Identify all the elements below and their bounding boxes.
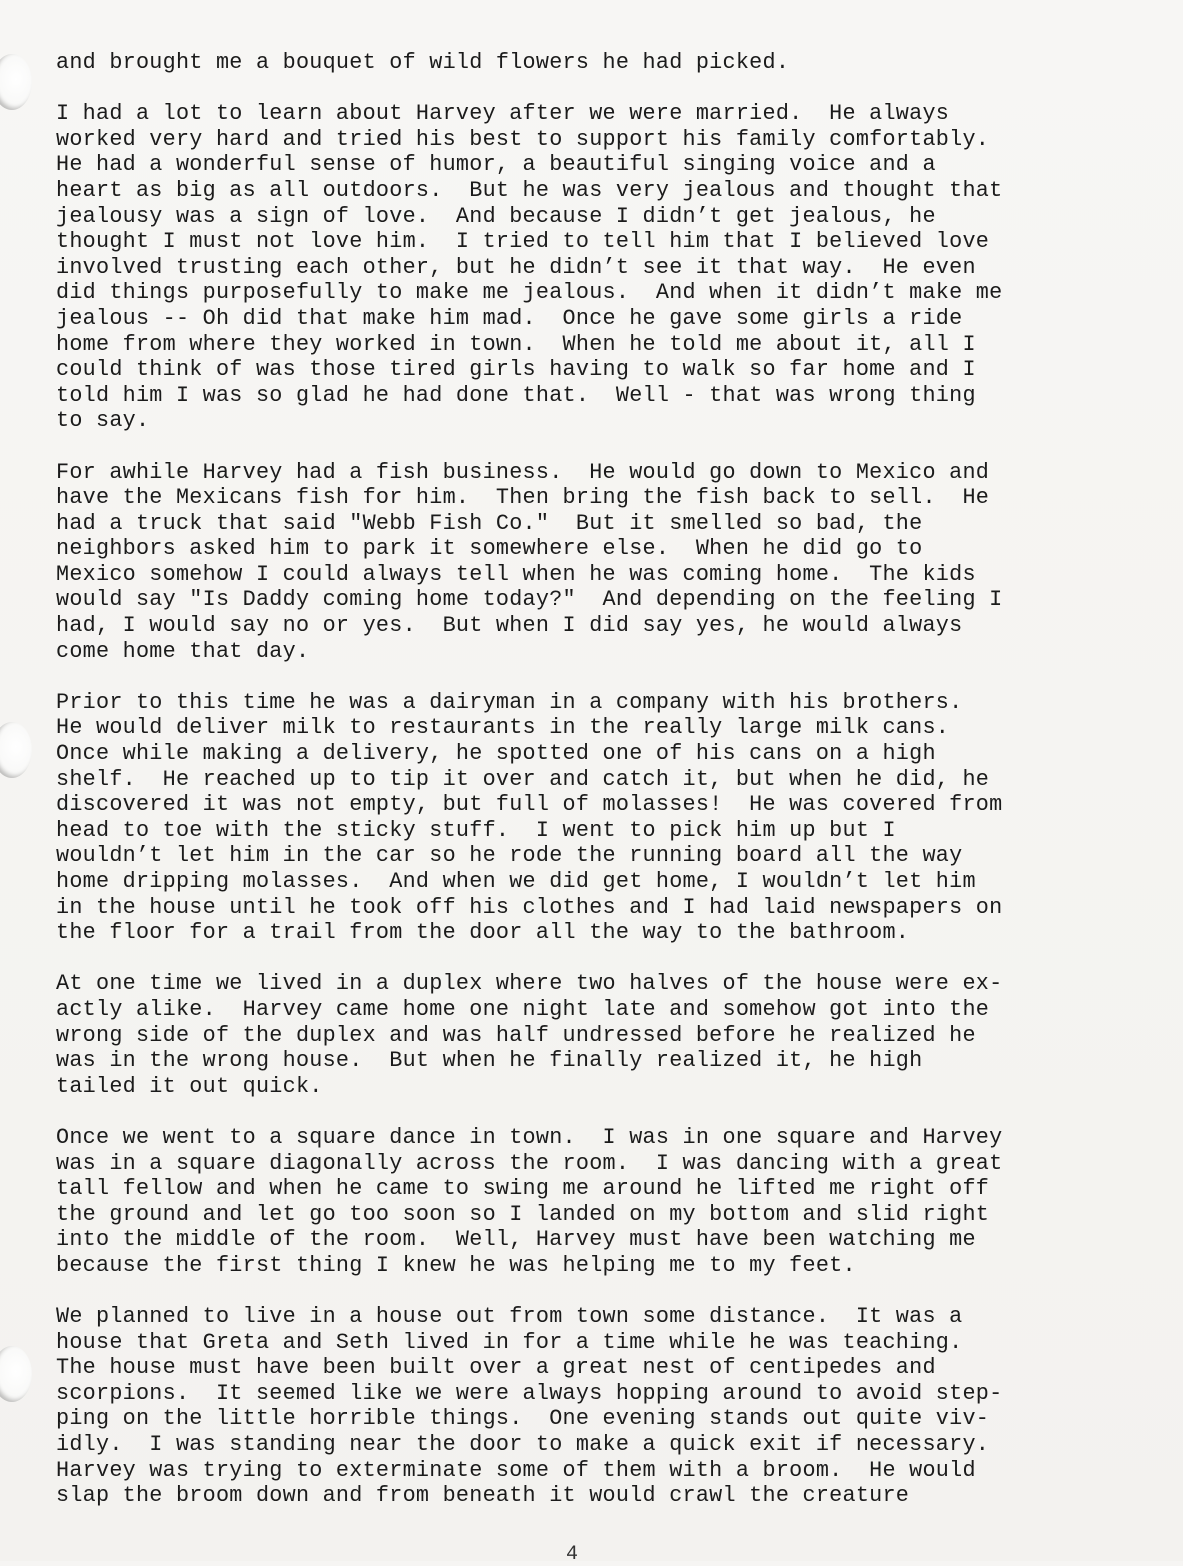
text-line: The house must have been built over a great nest of centipedes and <box>56 1355 936 1381</box>
punch-hole <box>0 1346 32 1402</box>
text-line: jealousy was a sign of love. And because I didn’t get jealous, he <box>56 203 936 229</box>
paragraph <box>56 690 1156 946</box>
paragraph-gap <box>56 434 1156 460</box>
text-line: come home that day. <box>56 638 310 664</box>
paragraph-gap <box>56 1099 1156 1125</box>
text-line: neighbors asked him to park it somewhere else. When he did go to <box>56 536 923 562</box>
text-line: have the Mexicans fish for him. Then bring the fish back to sell. He <box>56 485 990 511</box>
text-line: the floor for a trail from the door all the way to the bathroom. <box>56 920 910 946</box>
text-line: head to toe with the sticky stuff. I went to pick him up but I <box>56 817 896 843</box>
text-line: ping on the little horrible things. One evening stands out quite viv- <box>56 1406 990 1432</box>
text-line: worked very hard and tried his best to support his family comfortably. <box>56 126 990 152</box>
text-line: tailed it out quick. <box>56 1073 323 1099</box>
text-line: At one time we lived in a duplex where two halves of the house were ex- <box>56 971 1003 997</box>
text-line: For awhile Harvey had a fish business. He would go down to Mexico and <box>56 459 990 485</box>
text-line: idly. I was standing near the door to make a quick exit if necessary. <box>56 1432 990 1458</box>
text-line: involved trusting each other, but he didn’t see it that way. He even <box>56 254 976 280</box>
text-line: was in a square diagonally across the room. I was dancing with a great <box>56 1150 1003 1176</box>
text-line: discovered it was not empty, but full of molasses! He was covered from <box>56 792 1003 818</box>
text-line: because the first thing I knew he was helping me to my feet. <box>56 1252 856 1278</box>
punch-hole <box>0 722 32 778</box>
text-line: shelf. He reached up to tip it over and catch it, but when he did, he <box>56 766 990 792</box>
paragraph <box>56 1304 1156 1509</box>
text-line: wouldn’t let him in the car so he rode the running board all the way <box>56 843 963 869</box>
paragraph-gap <box>56 946 1156 972</box>
text-line: Prior to this time he was a dairyman in a company with his brothers. <box>56 689 963 715</box>
text-line: I had a lot to learn about Harvey after we were married. He always <box>56 101 950 127</box>
paragraph <box>56 50 1156 76</box>
text-line: scorpions. It seemed like we were always hopping around to avoid step- <box>56 1380 1003 1406</box>
text-line: was in the wrong house. But when he finally realized it, he high <box>56 1048 923 1074</box>
text-line: in the house until he took off his clothes and I had laid newspapers on <box>56 894 1003 920</box>
text-line: He would deliver milk to restaurants in the really large milk cans. <box>56 715 950 741</box>
text-line: to say. <box>56 408 150 434</box>
text-line: had, I would say no or yes. But when I did say yes, he would always <box>56 613 963 639</box>
text-line: tall fellow and when he came to swing me around he lifted me right off <box>56 1176 990 1202</box>
text-line: house that Greta and Seth lived in for a time while he was teaching. <box>56 1329 963 1355</box>
text-line: He had a wonderful sense of humor, a beautiful singing voice and a <box>56 152 936 178</box>
paragraph <box>56 1125 1156 1279</box>
paragraph <box>56 971 1156 1099</box>
paragraph <box>56 101 1156 434</box>
text-line: had a truck that said "Webb Fish Co." But it smelled so bad, the <box>56 510 923 536</box>
paragraph-gap <box>56 664 1156 690</box>
text-line: Once we went to a square dance in town. I was in one square and Harvey <box>56 1124 1003 1150</box>
text-line: jealous -- Oh did that make him mad. Once he gave some girls a ride <box>56 305 963 331</box>
text-line: Harvey was trying to exterminate some of them with a broom. He would <box>56 1457 976 1483</box>
text-line: and brought me a bouquet of wild flowers he had picked. <box>56 50 790 75</box>
paragraph-gap <box>56 1279 1156 1305</box>
text-line: the ground and let go too soon so I landed on my bottom and slid right <box>56 1201 990 1227</box>
punch-hole <box>0 54 32 110</box>
text-line: Mexico somehow I could always tell when he was coming home. The kids <box>56 561 976 587</box>
text-line: wrong side of the duplex and was half undressed before he realized he <box>56 1022 976 1048</box>
page-number: 4 <box>566 1543 579 1566</box>
paragraph <box>56 460 1156 665</box>
text-line: into the middle of the room. Well, Harvey must have been watching me <box>56 1227 976 1253</box>
document-body <box>56 50 1156 1509</box>
text-line: would say "Is Daddy coming home today?" And depending on the feeling I <box>56 587 1003 613</box>
text-line: We planned to live in a house out from town some distance. It was a <box>56 1304 963 1330</box>
text-line: home dripping molasses. And when we did get home, I wouldn’t let him <box>56 869 976 894</box>
text-line: heart as big as all outdoors. But he was very jealous and thought that <box>56 177 1003 203</box>
paragraph-gap <box>56 76 1156 102</box>
text-line: home from where they worked in town. When he told me about it, all I <box>56 331 976 357</box>
text-line: told him I was so glad he had done that. Well - that was wrong thing <box>56 382 976 408</box>
text-line: did things purposefully to make me jealous. And when it didn’t make me <box>56 280 1003 306</box>
text-line: actly alike. Harvey came home one night late and somehow got into the <box>56 996 990 1022</box>
text-line: slap the broom down and from beneath it would crawl the creature <box>56 1483 910 1509</box>
text-line: could think of was those tired girls having to walk so far home and I <box>56 357 976 383</box>
text-line: thought I must not love him. I tried to tell him that I believed love <box>56 229 990 255</box>
text-line: Once while making a delivery, he spotted one of his cans on a high <box>56 741 936 767</box>
